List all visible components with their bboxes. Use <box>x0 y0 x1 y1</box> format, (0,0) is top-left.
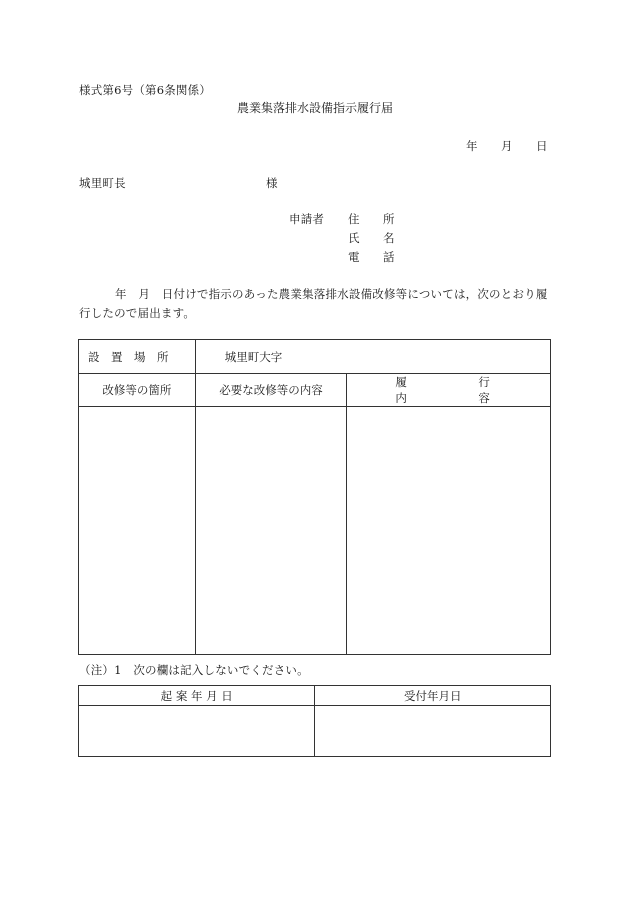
header-performance-content: 履 行 内 容 <box>347 374 551 407</box>
office-table <box>78 685 551 757</box>
form-title: 農業集落排水設備指示履行届 <box>236 101 393 115</box>
body-text-line2: 行したので届出ます。 <box>79 306 196 320</box>
recipient-name: 城里町長 <box>79 176 126 190</box>
location-label-cell <box>79 340 196 374</box>
modified-parts-cell[interactable] <box>79 407 196 655</box>
location-label: 設 置 場 所 <box>88 349 169 364</box>
body-text-line1: 年 月 日付けで指示のあった農業集落排水設備改修等については，次のとおり履 <box>115 287 548 301</box>
recipient-honorific: 様 <box>266 176 278 190</box>
draft-date-cell[interactable] <box>79 706 315 757</box>
applicant-phone-label: 電 話 <box>348 250 401 264</box>
date-day-label: 日 <box>536 139 548 153</box>
location-value: 城里町大字 <box>224 349 283 364</box>
received-date-cell[interactable] <box>315 706 551 757</box>
header-draft-date: 起 案 年 月 日 <box>79 686 315 706</box>
main-table <box>78 339 562 655</box>
body-row <box>79 407 551 655</box>
date-year-label: 年 <box>466 139 478 153</box>
note-text: （注）1 次の欄は記入しないでください。 <box>79 663 309 677</box>
office-body-row <box>79 706 551 757</box>
location-value-cell <box>195 340 550 374</box>
applicant-name-label: 氏 名 <box>348 231 401 245</box>
performance-content-cell[interactable] <box>347 407 551 655</box>
applicant-label: 申請者 <box>289 212 325 226</box>
office-header-row <box>79 686 551 706</box>
applicant-address-label: 住 所 <box>348 212 401 226</box>
required-content-cell[interactable] <box>195 407 347 655</box>
header-row <box>79 374 551 407</box>
header-required-content: 必要な改修等の内容 <box>195 374 347 407</box>
header-modified-parts: 改修等の箇所 <box>79 374 196 407</box>
location-row <box>79 340 551 374</box>
date-month-label: 月 <box>501 139 513 153</box>
form-number: 様式第6号（第6条関係） <box>79 83 212 97</box>
header-received-date: 受付年月日 <box>315 686 551 706</box>
